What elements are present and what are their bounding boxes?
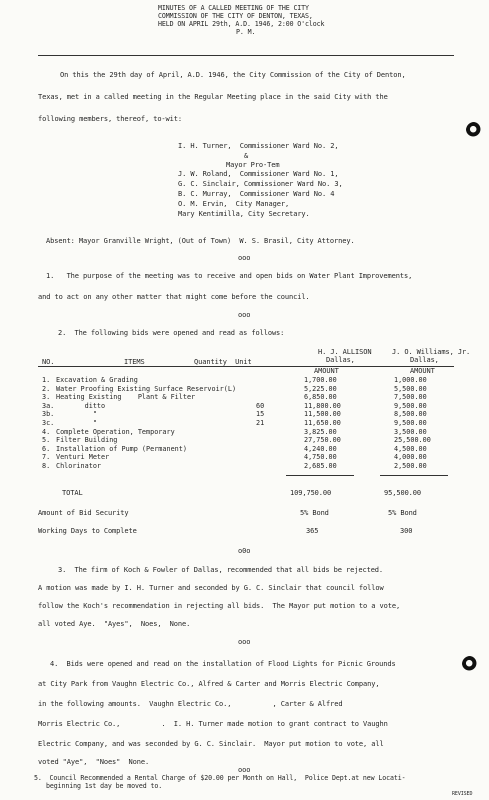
absent-line: Absent: Mayor Granville Wright, (Out of Town) W. S. Brasil, City Attorney.: [46, 237, 355, 245]
member-ervin: O. M. Ervin, City Manager,: [178, 200, 290, 208]
row-bidder1-amount: 2,685.00: [304, 461, 337, 470]
column-header-quantity: Quantity Unit: [194, 358, 252, 366]
row-number: 3a.: [42, 401, 55, 410]
intro-line-1: On this the 29th day of April, A.D. 1946, the City Commission of the City of Denton,: [60, 71, 406, 79]
row-item: Heating Existing Plant & Filter: [56, 393, 196, 402]
row-number: 3.: [42, 393, 51, 402]
member-roland: J. W. Roland, Commissioner Ward No. 1,: [178, 170, 339, 178]
total-label: TOTAL: [62, 489, 83, 497]
bidder2-total: 95,500.00: [384, 489, 422, 497]
bidder1-sum-rule: [286, 475, 354, 476]
table-column-bidder2: [394, 376, 431, 471]
item4-line-3: in the following amounts. Vaughn Electric Co., , Carter & Alfred: [38, 700, 343, 708]
item4-line-4: Morris Electric Co., . I. H. Turner made motion to grant contract to Vaughn: [38, 720, 388, 728]
bidder2-name: J. O. Williams, Jr.: [392, 348, 471, 356]
item4-line-1: 4. Bids were opened and read on the installation of Flood Lights for Picnic Grounds: [50, 660, 396, 668]
bidder2-city: Dallas,: [410, 356, 439, 364]
row-bidder2-amount: 5,500.00: [394, 384, 427, 393]
member-secretary: Mary Kentimilla, City Secretary.: [178, 210, 310, 218]
bidder1-amount-header: AMOUNT: [314, 367, 339, 375]
member-turner: I. H. Turner, Commissioner Ward No. 2,: [178, 142, 339, 150]
row-item: ": [56, 410, 97, 419]
item1-line-2: and to act on any other matter that might come before the council.: [38, 293, 310, 301]
row-number: 3b.: [42, 410, 55, 419]
header-divider: [38, 55, 454, 56]
row-bidder1-amount: 11,500.00: [304, 410, 341, 419]
row-number: 8.: [42, 461, 51, 470]
member-murray: B. C. Murray, Commissioner Ward No. 4: [178, 190, 335, 198]
row-quantity: [256, 436, 264, 445]
table-column-no: [42, 376, 54, 471]
row-quantity: [256, 428, 264, 437]
row-bidder1-amount: 27,750.00: [304, 436, 341, 445]
intro-line-3: following members, thereof, to-wit:: [38, 115, 183, 123]
row-bidder2-amount: 9,500.00: [394, 418, 427, 427]
bid-security-label: Amount of Bid Security: [38, 509, 129, 517]
bidder1-total: 109,750.00: [290, 489, 332, 497]
row-quantity: [256, 385, 264, 394]
minutes-header-line-3: HELD ON APRIL 29th, A.D. 1946, 2:00 O'clock: [158, 20, 325, 28]
bidder2-security: 5% Bond: [388, 509, 417, 517]
item5-line-1: 5. Council Recommended a Rental Charge of $20.00 per Month on Hall, Police Dept.at new Locati-: [34, 774, 406, 782]
table-column-items: [56, 376, 256, 471]
member-sinclair: G. C. Sinclair, Commissioner Ward No. 3,: [178, 180, 343, 188]
item4-line-5: Electric Company, and was seconded by G. C. Sinclair. Mayor put motion to vote, all: [38, 740, 384, 748]
row-item: Complete Operation, Temporary: [56, 427, 175, 436]
column-header-no: NO.: [42, 358, 55, 366]
row-number: 3c.: [42, 418, 55, 427]
table-header-rule: [38, 366, 454, 367]
row-number: 5.: [42, 436, 51, 445]
row-item: Water Proofing Existing Surface Reservoir(L): [56, 384, 237, 393]
member-ampersand: &: [244, 152, 249, 160]
row-bidder2-amount: 7,500.00: [394, 393, 427, 402]
row-bidder2-amount: 1,000.00: [394, 376, 427, 384]
item3-line-3: follow the Koch's recommendation in rejecting all bids. The Mayor put motion to a vote,: [38, 602, 401, 610]
row-number: 2.: [42, 384, 51, 393]
row-bidder1-amount: 11,800.00: [304, 401, 341, 410]
row-bidder2-amount: 8,500.00: [394, 410, 427, 419]
row-quantity: [256, 462, 264, 471]
row-bidder1-amount: 1,700.00: [304, 376, 337, 384]
table-column-bidder1: [304, 376, 341, 471]
row-item: Excavation & Grading: [56, 376, 138, 384]
row-bidder1-amount: 5,225.00: [304, 384, 337, 393]
item3-line-2: A motion was made by I. H. Turner and seconded by G. C. Sinclair that council follow: [38, 584, 384, 592]
row-number: 4.: [42, 427, 51, 436]
punch-hole-top: [466, 122, 482, 138]
row-bidder2-amount: 9,500.00: [394, 401, 427, 410]
row-quantity: 21: [256, 418, 265, 427]
row-item: Filter Building: [56, 436, 118, 445]
separator-4: ooo: [238, 638, 251, 646]
item3-line-4: all voted Aye. "Ayes", Noes, None.: [38, 620, 191, 628]
item1-line-1: 1. The purpose of the meeting was to receive and open bids on Water Plant Improvements,: [46, 272, 413, 280]
bidder1-city: Dallas,: [326, 356, 355, 364]
item2-intro: 2. The following bids were opened and read as follows:: [58, 329, 285, 337]
member-mayor-pro-tem: Mayor Pro-Tem: [226, 161, 280, 169]
row-number: 1.: [42, 376, 51, 384]
row-item: Venturi Meter: [56, 453, 110, 462]
row-bidder1-amount: 11,650.00: [304, 418, 341, 427]
intro-line-2: Texas, met in a called meeting in the Regular Meeting place in the said City with the: [38, 93, 388, 101]
punch-hole-bottom: [462, 656, 478, 672]
row-quantity: [256, 445, 264, 454]
separator-2: ooo: [238, 311, 251, 319]
row-bidder2-amount: 25,500.00: [394, 436, 431, 445]
bidder2-amount-header: AMOUNT: [410, 367, 435, 375]
item4-line-2: at City Park from Vaughn Electric Co., Alfred & Carter and Morris Electric Company,: [38, 680, 380, 688]
row-bidder2-amount: 2,500.00: [394, 461, 427, 470]
row-bidder2-amount: 4,000.00: [394, 453, 427, 462]
bidder1-name: H. J. ALLISON: [318, 348, 372, 356]
row-quantity: [256, 453, 264, 462]
minutes-header-line-4: P. M.: [236, 28, 256, 36]
row-item: ditto: [56, 401, 106, 410]
row-item: ": [56, 418, 97, 427]
footer-mark: REVISED: [452, 791, 473, 797]
row-bidder1-amount: 3,825.00: [304, 427, 337, 436]
row-number: 7.: [42, 453, 51, 462]
bidder2-sum-rule: [380, 475, 448, 476]
separator-3: o0o: [238, 547, 251, 555]
item4-line-6: voted "Aye", "Noes" None.: [38, 758, 150, 766]
bidder2-working-days: 300: [400, 527, 413, 535]
row-item: Installation of Pump (Permanent): [56, 444, 187, 453]
column-header-items: ITEMS: [124, 358, 145, 366]
row-bidder1-amount: 6,850.00: [304, 393, 337, 402]
row-number: 6.: [42, 444, 51, 453]
working-days-label: Working Days to Complete: [38, 527, 137, 535]
minutes-header-line-2: COMMISSION OF THE CITY OF DENTON, TEXAS,: [158, 12, 313, 20]
row-quantity: [256, 376, 264, 385]
minutes-header-line-1: MINUTES OF A CALLED MEETING OF THE CITY: [158, 4, 309, 12]
row-item: Chlorinator: [56, 461, 102, 470]
item3-line-1: 3. The firm of Koch & Fowler of Dallas, recommended that all bids be rejected.: [58, 566, 384, 574]
row-bidder1-amount: 4,750.00: [304, 453, 337, 462]
row-quantity: 15: [256, 410, 265, 419]
row-quantity: [256, 393, 264, 402]
bidder1-security: 5% Bond: [300, 509, 329, 517]
separator-5: ooo: [238, 766, 251, 774]
row-bidder2-amount: 4,500.00: [394, 444, 427, 453]
row-bidder2-amount: 3,500.00: [394, 427, 427, 436]
table-column-quantity: [256, 376, 264, 471]
row-quantity: 60: [256, 401, 265, 410]
separator-1: ooo: [238, 254, 251, 262]
row-bidder1-amount: 4,240.00: [304, 444, 337, 453]
item5-line-2: beginning 1st day be moved to.: [46, 782, 163, 790]
bidder1-working-days: 365: [306, 527, 319, 535]
